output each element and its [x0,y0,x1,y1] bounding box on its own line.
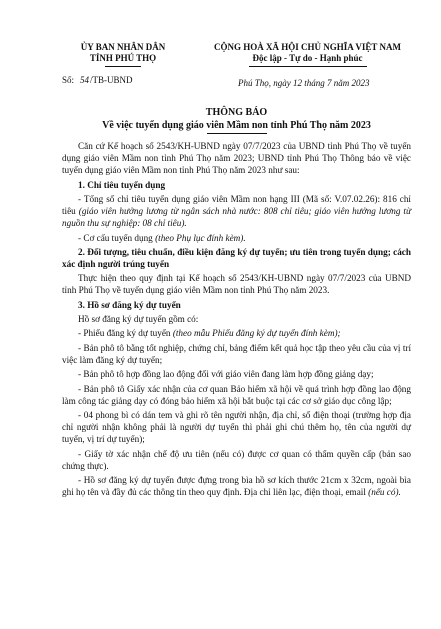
authority-line-1: ỦY BAN NHÂN DÂN [80,42,166,52]
section-2-heading: 2. Đối tượng, tiêu chuẩn, điều kiện đăng ký dự tuyển; ưu tiên trong tuyển dụng; cách xác định người trúng tuyển [62,246,411,270]
section-3-item-3: - Bản phô tô hợp đồng lao động đối với giáo viên đang làm hợp đồng giảng dạy; [78,369,374,380]
authority-underline [105,66,141,67]
s1-item2-note: (theo Phụ lục đính kèm). [155,232,246,243]
title-sub: Về việc tuyển dụng giáo viên Mầm non tỉnh Phú Thọ năm 2023 [102,120,371,131]
date-day: 12 [293,78,302,88]
motto-underline [249,66,367,67]
s3-item7-text: - Hồ sơ đăng ký dự tuyển được đựng trong bìa hồ sơ kích thước 21cm x 32cm, ngoài bìa ghi họ tên và đầy đủ các thông tin theo quy định. Địa chỉ liên lạc, điện thoại, email [62,475,411,498]
doc-no-suffix: /TB-UBND [90,75,133,85]
s1-item2-text: - Cơ cấu tuyển dụng [78,232,153,243]
nation-name: CỘNG HOÀ XÃ HỘI CHỦ NGHĨA VIỆT NAM [214,42,401,52]
section-3-intro: Hồ sơ đăng ký dự tuyển gồm có: [78,314,199,325]
section-3-item-1 [62,327,411,339]
date-suffix: tháng 7 năm 2023 [304,78,370,88]
document-body [62,140,411,501]
s3-item1-note: (theo mẫu Phiếu đăng ký dự tuyển đính kèm); [172,328,341,339]
section-1-item-2 [62,232,411,244]
section-3-item-7 [62,474,411,498]
section-3-item-2: - Bản phô tô bằng tốt nghiệp, chứng chỉ, bảng điểm kết quả học tập theo yêu cầu của vị trí việc làm đăng ký dự tuyển; [62,342,411,365]
national-motto [200,42,415,67]
section-3-item-6: - Giấy tờ xác nhận chế độ ưu tiên (nếu có) được cơ quan có thẩm quyền cấp (bản sao chứng thực). [62,448,411,471]
motto-text: Độc lập - Tự do - Hạnh phúc [252,53,363,64]
issue-date [238,78,370,90]
s3-item7-note: (nếu có). [368,487,401,498]
section-1-heading: 1. Chỉ tiêu tuyển dụng [78,179,166,190]
section-1-item-1 [62,193,411,229]
document-number [62,75,133,87]
doc-no-label: Số: [62,75,75,85]
title-main: THÔNG BÁO [205,107,268,118]
title-underline [207,133,267,134]
issuing-authority [58,42,188,67]
authority-line-2: TỈNH PHÚ THỌ [89,53,157,64]
s1-item1-text: - Tổng số chỉ tiêu tuyển dụng giáo viên Mầm non hạng III (Mã số: V.07.02.26): 816 chỉ tiêu [62,193,411,217]
s1-item1-note: (giáo viên hưởng lương từ ngân sách nhà nước: 808 chỉ tiêu; giáo viên hưởng lương từ nguồn thu sự nghiệp: 08 chỉ tiêu). [62,206,411,229]
s3-item1-text: - Phiếu đăng ký dự tuyển [78,328,171,339]
date-prefix: Phú Thọ, ngày [238,78,291,88]
section-3-heading: 3. Hồ sơ đăng ký dự tuyển [78,299,181,310]
section-3-item-5: - 04 phong bì có dán tem và ghi rõ tên người nhận, địa chỉ, số điện thoại (trường hợp địa chỉ người nhận không phải là người dự tuyển thì phải ghi chú thêm họ, tên của người dự tuyển, vị trí dự tuyển); [62,410,411,445]
section-2-paragraph: Thực hiện theo quy định tại Kế hoạch số 2543/KH-UBND ngày 07/7/2023 của UBND tỉnh Phú Thọ về tuyển dụng giáo viên Mầm non tỉnh Phú Thọ năm 2023. [62,273,411,296]
document-title [62,106,411,134]
intro-paragraph: Căn cứ Kế hoạch số 2543/KH-UBND ngày 07/7/2023 của UBND tỉnh Phú Thọ về tuyển dụng giáo viên Mầm non tỉnh Phú Thọ năm 2023; UBND tỉnh Phú Thọ Thông báo về việc tuyển dụng giáo viên Mầm non tỉnh Phú Thọ năm 2023 như sau: [62,141,411,176]
doc-no-value: 54 [80,75,90,85]
section-3-item-4: - Bản phô tô Giấy xác nhận của cơ quan Bảo hiểm xã hội về quá trình hợp đồng lao động làm công tác giảng dạy có đóng bảo hiểm xã hội bắt buộc tại các cơ sở giáo dục công lập; [62,383,411,406]
